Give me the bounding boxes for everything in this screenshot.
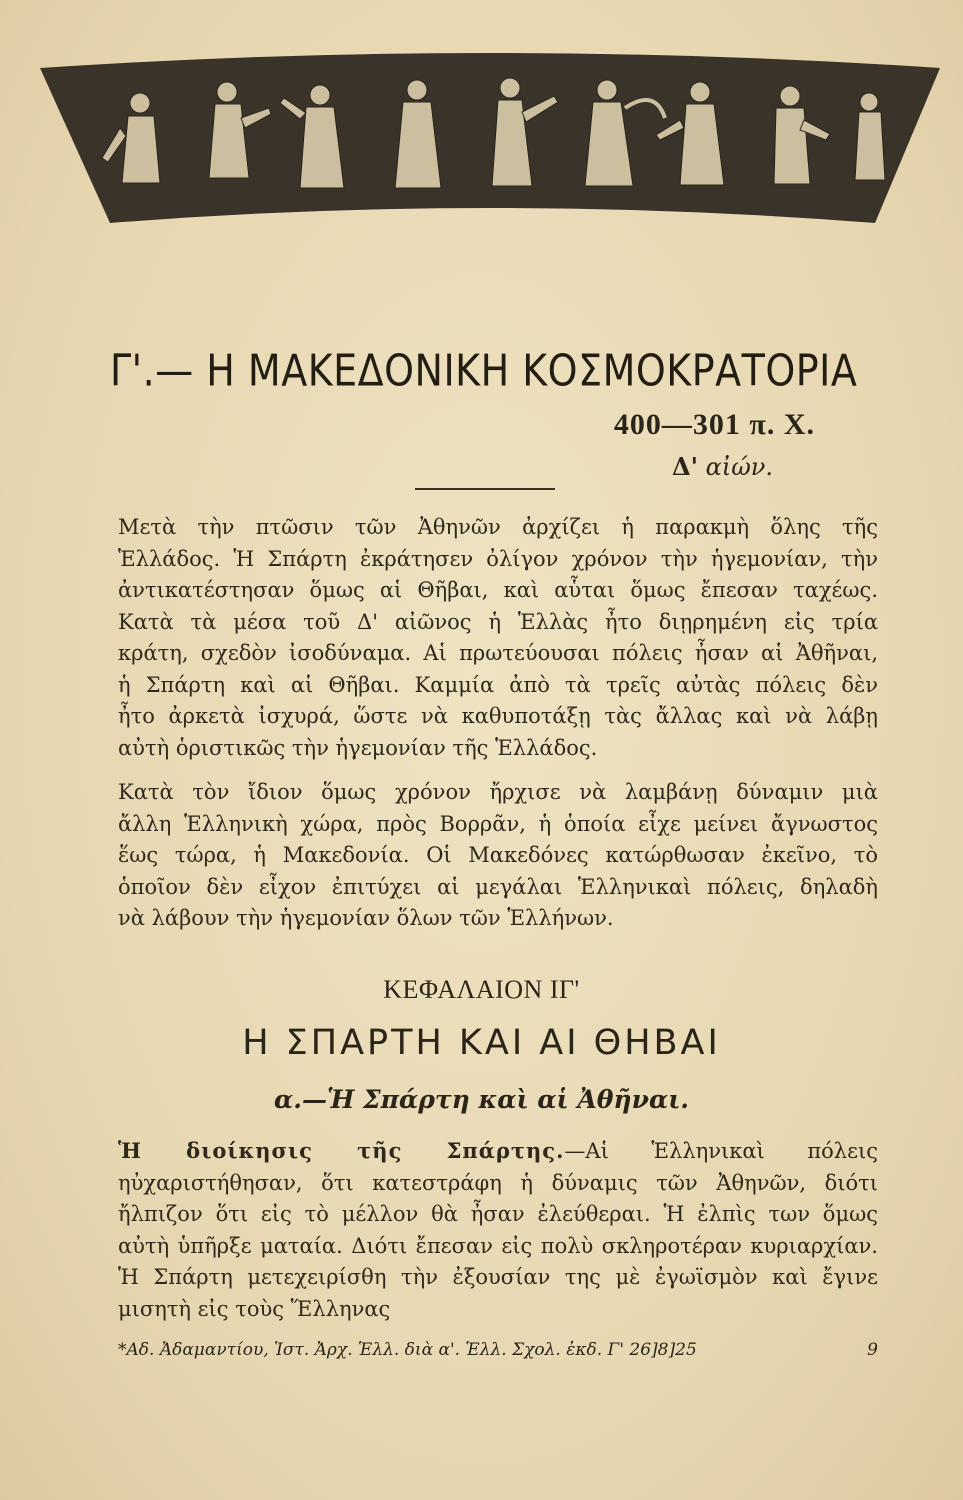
text-line: Ἑλλάδος. Ἡ Σπάρτη ἐκράτησεν ὀλίγον χρόνον τὴν ἡγεμονίαν, τὴν: [118, 546, 878, 571]
section-title: α.—Ἡ Σπάρτη καὶ αἱ Ἀθῆναι.: [274, 1085, 689, 1114]
paragraph-lead-rest: —Αἱ Ἑλληνικαὶ πόλεις: [564, 1139, 878, 1163]
text-line: ἀντικατέστησαν ὅμως αἱ Θῆβαι, καὶ αὗται ὅμως ἔπεσαν ταχέως.: [118, 578, 878, 602]
text-line: [118, 1135, 878, 1168]
text-line: ἄλλη Ἑλληνικὴ χώρα, πρὸς Βορρᾶν, ἡ ὁποία εἶχε μείνει ἄγνωστος: [118, 811, 878, 836]
divider: [415, 488, 555, 490]
text-line: ἡ Σπάρτη καὶ αἱ Θῆβαι. Καμμία ἀπὸ τὰ τρεῖς αὐτὰς πόλεις δὲν: [118, 672, 878, 697]
text-line: ἦτο ἀρκετὰ ἰσχυρά, ὥστε νὰ καθυποτάξῃ τὰς ἄλλας καὶ νὰ λάβῃ: [118, 704, 878, 728]
text-line: μισητὴ εἰς τοὺς Ἕλληνας: [118, 1296, 391, 1321]
century-numeral: Δ': [671, 452, 698, 481]
text-line: Κατὰ τὰ μέσα τοῦ Δ' αἰῶνος ἡ Ἑλλὰς ἦτο διῃρημένη εἰς τρία: [118, 609, 878, 634]
text-line: ὁποῖον δὲν εἶχον ἐπιτύχει αἱ μεγάλαι Ἑλληνικαὶ πόλεις, δηλαδὴ: [118, 874, 878, 899]
text-line: αὐτὴ ὁριστικῶς τὴν ἡγεμονίαν τῆς Ἑλλάδος.: [118, 735, 598, 760]
text-line: ἕως τώρα, ἡ Μακεδονία. Οἱ Μακεδόνες κατώρθωσαν ἐκεῖνο, τὸ: [118, 843, 878, 867]
page-footer: [118, 1340, 878, 1360]
chapter-title: Η ΣΠΑΡΤΗ ΚΑΙ ΑΙ ΘΗΒΑΙ: [242, 1023, 721, 1063]
text-line: ἤλπιζον ὅτι εἰς τὸ μέλλον θὰ ἦσαν ἐλεύθεραι. Ἡ ἐλπὶς των ὅμως: [118, 1202, 878, 1226]
text-line: Μετὰ τὴν πτῶσιν τῶν Ἀθηνῶν ἀρχίζει ἡ παρακμὴ ὅλης τῆς: [118, 515, 878, 539]
page-mark: 9: [867, 1340, 878, 1360]
text-line: Ἡ Σπάρτη μετεχειρίσθη τὴν ἐξουσίαν της μὲ ἐγωϊσμὸν καὶ ἔγινε: [118, 1265, 878, 1289]
part-title: Γ'.— Η ΜΑΚΕΔΟΝΙΚΗ ΚΟΣΜΟΚΡΑΤΟΡΙΑ: [110, 345, 858, 396]
text-line: αὐτὴ ὑπῆρξε ματαία. Διότι ἔπεσαν εἰς πολὺ σκληροτέραν κυριαρχίαν.: [118, 1233, 878, 1258]
paragraph-lead: Ἡ διοίκησις τῆς Σπάρτης.: [118, 1138, 565, 1163]
century-word: αἰών.: [705, 453, 773, 481]
text-line: ηὐχαριστήθησαν, ὅτι κατεστράφη ἡ δύναμις τῶν Ἀθηνῶν, διότι: [118, 1170, 878, 1195]
text-line: νὰ λάβουν τὴν ἡγεμονίαν ὅλων τῶν Ἑλλήνων.: [118, 906, 614, 930]
paragraph-macedonia: [118, 777, 878, 935]
text-line: κράτη, σχεδὸν ἰσοδύναμα. Αἱ πρωτεύουσαι πόλεις ἦσαν αἱ Ἀθῆναι,: [118, 641, 878, 665]
paragraph-intro: [118, 512, 878, 764]
text-line: Κατὰ τὸν ἴδιον ὅμως χρόνον ἤρχισε νὰ λαμβάνῃ δύναμιν μιὰ: [118, 780, 878, 804]
paragraph-sparta: [118, 1135, 878, 1325]
footer-citation: *Αδ. Ἀδαμαντίου, Ἱστ. Ἀρχ. Ἑλλ. διὰ α'. Ἑλλ. Σχολ. ἐκδ. Γ' 26]8]25: [118, 1340, 697, 1360]
date-range: 400—301 π. Χ.: [613, 408, 815, 441]
century-label: [672, 452, 773, 481]
greek-vase-frieze-icon: [40, 48, 940, 248]
chapter-label: ΚΕΦΑΛΑΙΟΝ ΙΓ': [383, 975, 580, 1004]
